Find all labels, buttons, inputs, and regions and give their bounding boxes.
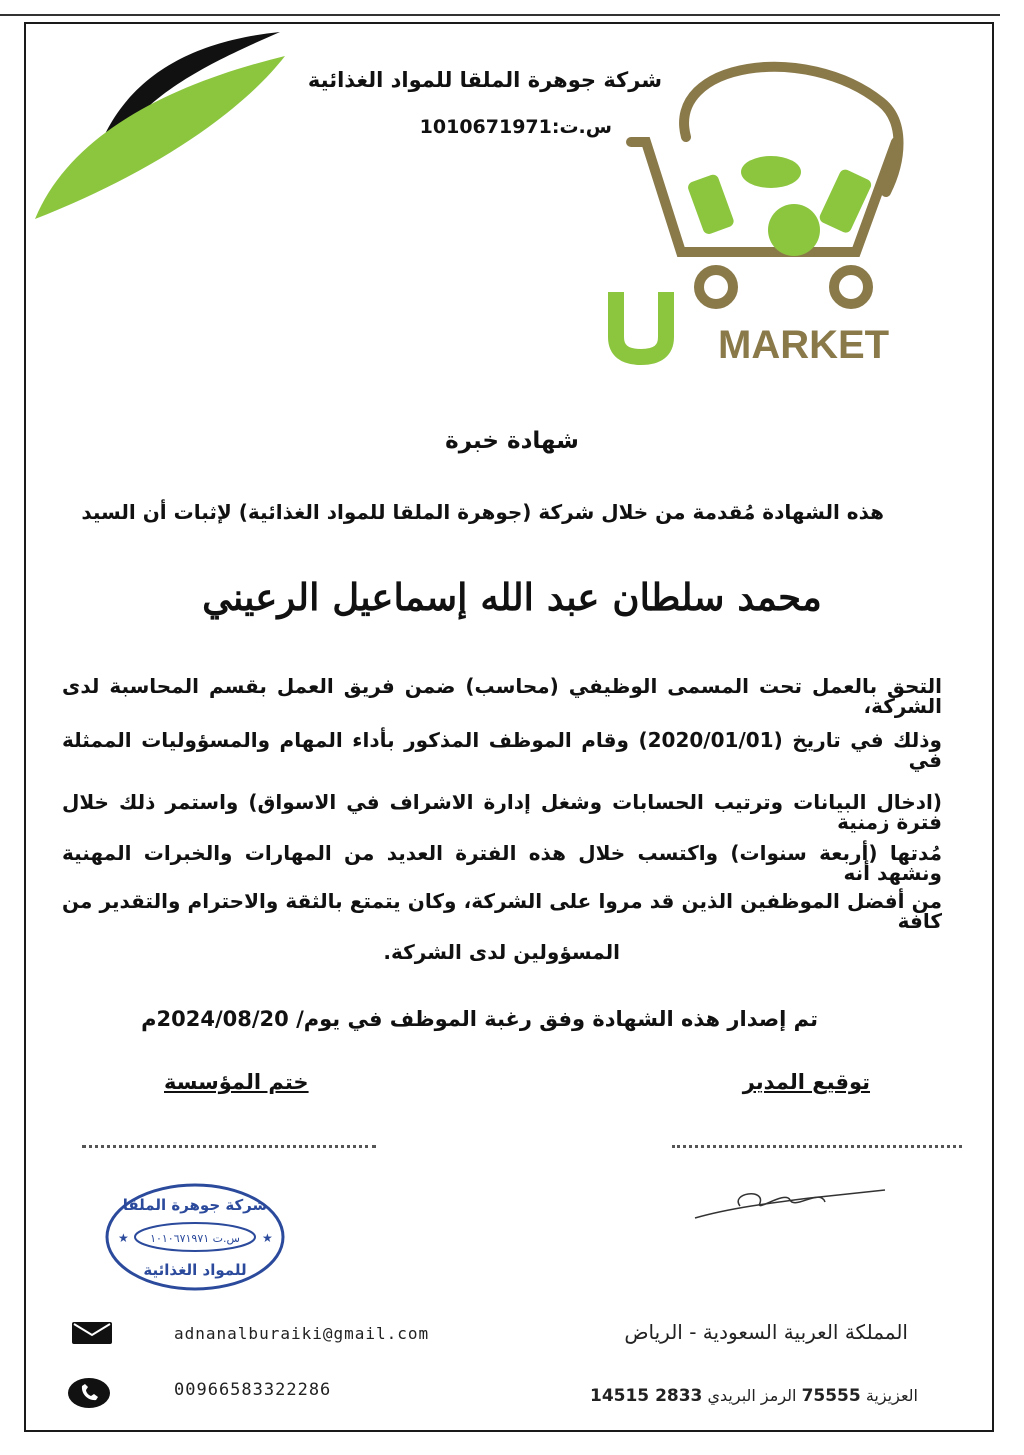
postal-code: 2833 14515: [589, 1386, 703, 1406]
paragraph-line: مُدتها (أربعة سنوات) واكتسب خلال هذه الفترة العديد من المهارات والخبرات المهنية ونشهد أنه: [62, 841, 942, 885]
logo-word: MARKET: [718, 323, 890, 367]
postal-code-label: الرمز البريدي: [707, 1386, 797, 1405]
issue-statement: تم إصدار هذه الشهادة وفق رغبة الموظف في يوم/ 2024/08/20م: [141, 1007, 818, 1031]
certificate-intro: هذه الشهادة مُقدمة من خلال شركة (جوهرة الملقا للمواد الغذائية) لإثبات أن السيد: [81, 500, 884, 524]
company-stamp: [100, 1180, 290, 1295]
svg-text:★: ★: [262, 1231, 273, 1245]
u-market-logo: [606, 42, 926, 372]
svg-text:★: ★: [118, 1231, 129, 1245]
pobox-number: 75555: [801, 1386, 861, 1406]
stamp-top-text: شركة جوهرة الملقا: [122, 1196, 268, 1214]
manager-signature-label: توقيع المدير: [742, 1070, 870, 1094]
phone-icon: [68, 1378, 110, 1408]
certificate-title: شهادة خبرة: [445, 428, 579, 454]
swoosh-decoration: [30, 24, 300, 224]
paragraph-line: التحق بالعمل تحت المسمى الوظيفي (محاسب) ضمن فريق العمل بقسم المحاسبة لدى الشركة،: [62, 674, 942, 718]
signature-dotted-line: [672, 1145, 962, 1148]
company-address: المملكة العربية السعودية - الرياض: [624, 1320, 908, 1344]
stamp-bottom-text: للمواد الغذائية: [143, 1261, 247, 1279]
top-border-line: [0, 14, 1000, 16]
seal-dotted-line: [82, 1145, 376, 1148]
company-name: شركة جوهرة الملقا للمواد الغذائية: [307, 68, 662, 92]
employee-name: محمد سلطان عبد الله إسماعيل الرعيني: [202, 575, 822, 619]
company-seal-label: ختم المؤسسة: [164, 1070, 309, 1094]
contact-email[interactable]: adnanalburaiki@gmail.com: [174, 1324, 430, 1343]
commercial-register: س.ت:1010671971: [419, 116, 612, 138]
contact-phone[interactable]: 00966583322286: [174, 1380, 332, 1400]
paragraph-line: من أفضل الموظفين الذين قد مروا على الشركة، وكان يتمتع بالثقة والاحترام والتقدير من كافة: [62, 889, 942, 933]
district: العزيزية: [865, 1386, 918, 1405]
manager-signature: [690, 1178, 890, 1228]
paragraph-line: وذلك في تاريخ (2020/01/01) وقام الموظف المذكور بأداء المهام والمسؤوليات الممثلة في: [62, 728, 942, 772]
mail-icon: [72, 1322, 112, 1344]
paragraph-line: المسؤولين لدى الشركة.: [383, 940, 620, 964]
stamp-middle-text: س.ت ١٠١٠٦٧١٩٧١: [150, 1232, 240, 1245]
postal-address: [590, 1386, 918, 1406]
paragraph-line: (ادخال البيانات وترتيب الحسابات وشغل إدارة الاشراف في الاسواق) واستمر ذلك خلال فترة زمنية: [62, 790, 942, 834]
